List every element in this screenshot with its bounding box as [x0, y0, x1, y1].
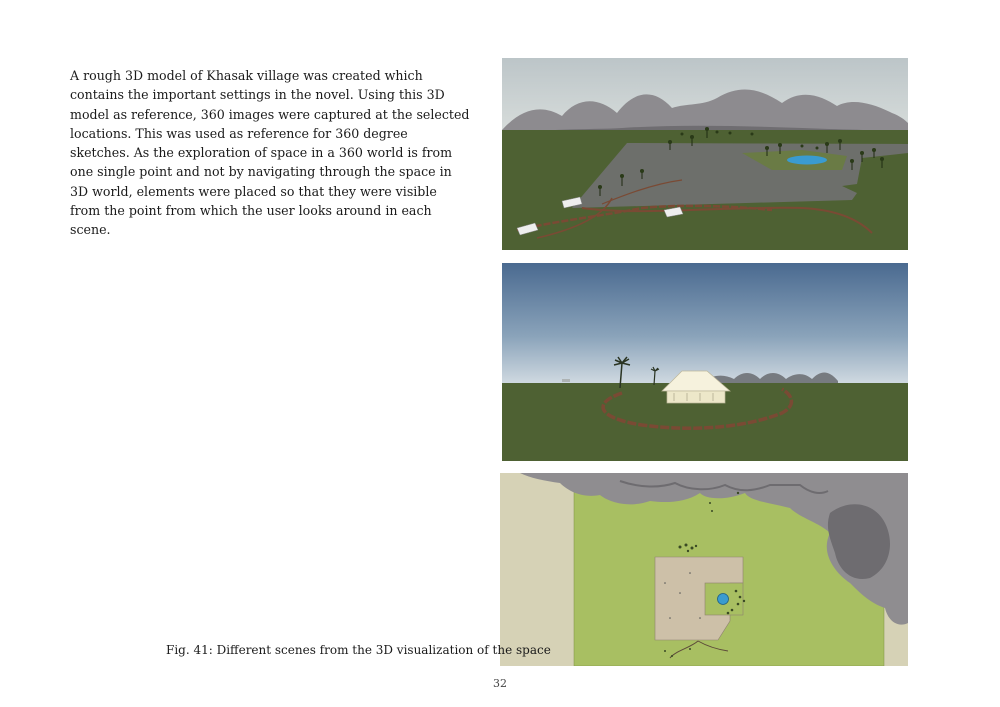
sky	[502, 263, 908, 385]
sand-ground	[500, 473, 575, 666]
scene-top-view-image	[500, 473, 908, 666]
figure-caption: Fig. 41: Different scenes from the 3D visualization of the space	[166, 643, 551, 657]
body-paragraph: A rough 3D model of Khasak village was created which contains the important settings in the novel. Using this 3D model as reference, 360 images were captured at the selected locations. This was used as reference for 360 degree sketches. As the exploration of space in a 360 world is from one single point and not by navigating through the space in 3D world, elements were placed so that they were visible from the point from which the user looks around in each scene.	[70, 68, 470, 238]
scene-ground-view-image	[502, 263, 908, 461]
pond	[787, 156, 827, 165]
page-number: 32	[493, 677, 507, 690]
scene-aerial-view-image	[502, 58, 908, 250]
pond	[718, 594, 729, 605]
